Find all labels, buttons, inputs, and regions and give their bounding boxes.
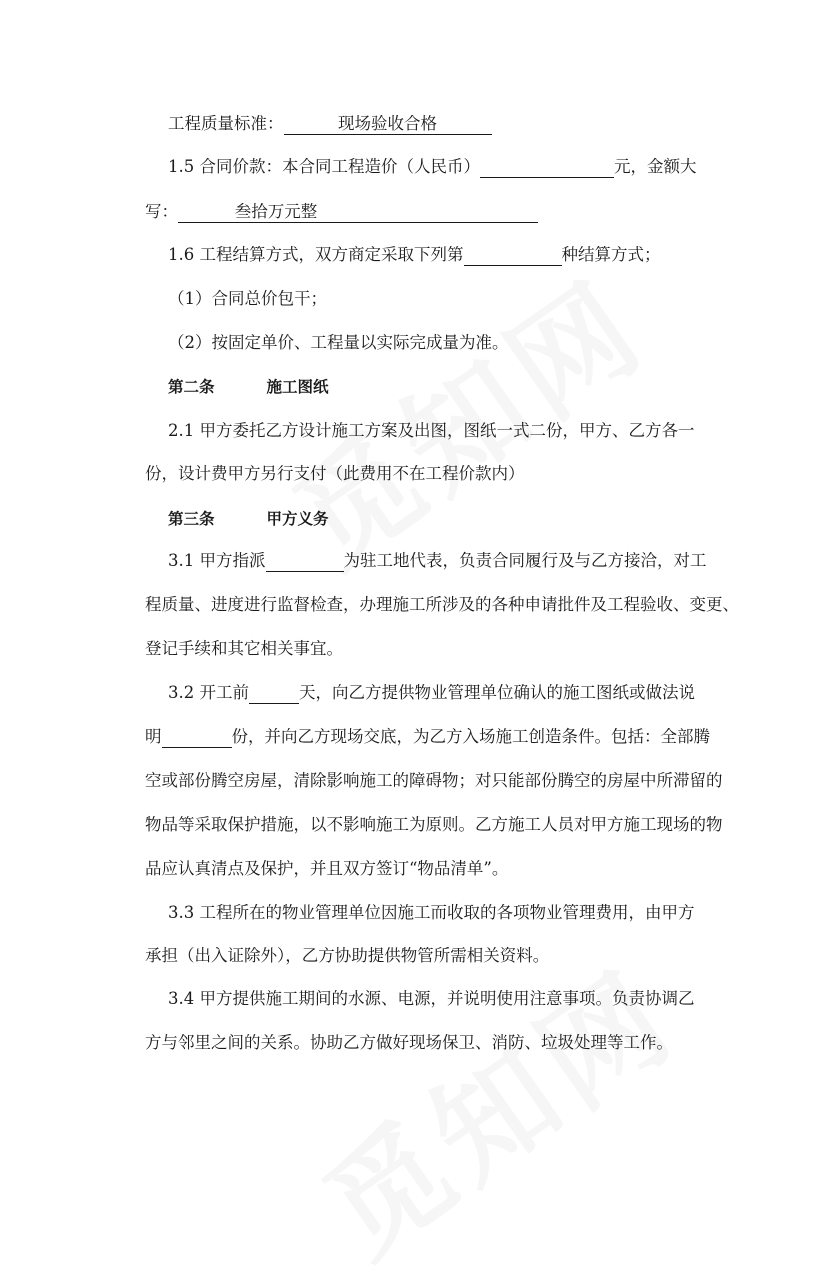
clause-2-1-line-1: 2.1 甲方委托乙方设计施工方案及出图，图纸一式二份，甲方、乙方各一 bbox=[168, 421, 695, 440]
clause-3-4-line-1: 3.4 甲方提供施工期间的水源、电源，并说明使用注意事项。负责协调乙 bbox=[168, 989, 695, 1008]
quality-standard-label: 工程质量标准： bbox=[168, 114, 284, 133]
clause-3-1-line-1 bbox=[168, 549, 733, 573]
clause-3-2-line-2-suffix: 份，并向乙方现场交底，为乙方入场施工创造条件。包括：全部腾 bbox=[231, 727, 710, 746]
clause-3-3-line-2: 承担（出入证除外），乙方协助提供物管所需相关资料。 bbox=[145, 946, 550, 965]
settlement-option-1: （1）合同总价包干； bbox=[168, 289, 327, 308]
clause-3-2-line-1 bbox=[168, 681, 733, 705]
settlement-method-blank bbox=[464, 245, 562, 266]
section-2-number: 第二条 bbox=[168, 378, 215, 396]
clause-3-2-prefix: 3.2 开工前 bbox=[168, 683, 249, 702]
clause-3-2-line-2 bbox=[145, 725, 710, 749]
contract-price-text: 1.5 合同价款：本合同工程造价（人民币） bbox=[168, 157, 480, 176]
clause-3-1-prefix: 3.1 甲方指派 bbox=[168, 551, 266, 570]
clause-3-2-line-5: 品应认真清点及保护，并且双方签订“物品清单”。 bbox=[145, 859, 509, 878]
settlement-method-text: 1.6 工程结算方式，双方商定采取下列第 bbox=[168, 245, 464, 264]
section-2-title: 施工图纸 bbox=[266, 378, 329, 396]
contract-price-line bbox=[168, 155, 733, 179]
section-3-title: 甲方义务 bbox=[266, 510, 329, 528]
clause-3-2-line-2-prefix: 明 bbox=[145, 727, 162, 746]
settlement-method-line bbox=[168, 243, 733, 267]
quality-standard-line bbox=[168, 112, 733, 136]
clause-3-4-line-2: 方与邻里之间的关系。协助乙方做好现场保卫、消防、垃圾处理等工作。 bbox=[145, 1033, 673, 1052]
section-3-heading bbox=[168, 507, 733, 531]
site-representative-blank bbox=[266, 551, 344, 572]
settlement-option-2: （2）按固定单价、工程量以实际完成量为准。 bbox=[168, 333, 509, 352]
amount-in-words-label: 写： bbox=[145, 202, 178, 221]
contract-price-suffix: 元，金额大 bbox=[614, 157, 697, 176]
amount-in-words-value: 叁拾万元整 bbox=[178, 202, 538, 223]
clause-3-2-line-3: 空或部份腾空房屋，清除影响施工的障碍物；对只能部份腾空的房屋中所滞留的 bbox=[145, 771, 723, 790]
quality-standard-value: 现场验收合格 bbox=[284, 114, 492, 135]
clause-2-1-line-2: 份，设计费甲方另行支付（此费用不在工程价款内） bbox=[145, 464, 525, 483]
clause-3-2-suffix: 天，向乙方提供物业管理单位确认的施工图纸或做法说 bbox=[299, 683, 695, 702]
clause-3-1-suffix: 为驻工地代表，负责合同履行及与乙方接洽，对工 bbox=[343, 551, 707, 570]
days-before-start-blank bbox=[249, 683, 299, 704]
amount-in-words-line bbox=[145, 200, 710, 224]
clause-3-1-line-2: 程质量、进度进行监督检查，办理施工所涉及的各种申请批件及工程验收、变更、 bbox=[145, 595, 739, 614]
clause-3-1-line-3: 登记手续和其它相关事宜。 bbox=[145, 639, 343, 658]
contract-price-blank bbox=[480, 157, 614, 178]
settlement-method-suffix: 种结算方式； bbox=[561, 245, 661, 264]
watermark bbox=[286, 924, 704, 1288]
section-2-heading bbox=[168, 375, 733, 399]
copies-blank bbox=[162, 727, 232, 748]
clause-3-2-line-4: 物品等采取保护措施，以不影响施工为原则。乙方施工人员对甲方施工现场的物 bbox=[145, 815, 723, 834]
section-3-number: 第三条 bbox=[168, 510, 215, 528]
clause-3-3-line-1: 3.3 工程所在的物业管理单位因施工而收取的各项物业管理费用，由甲方 bbox=[168, 903, 695, 922]
